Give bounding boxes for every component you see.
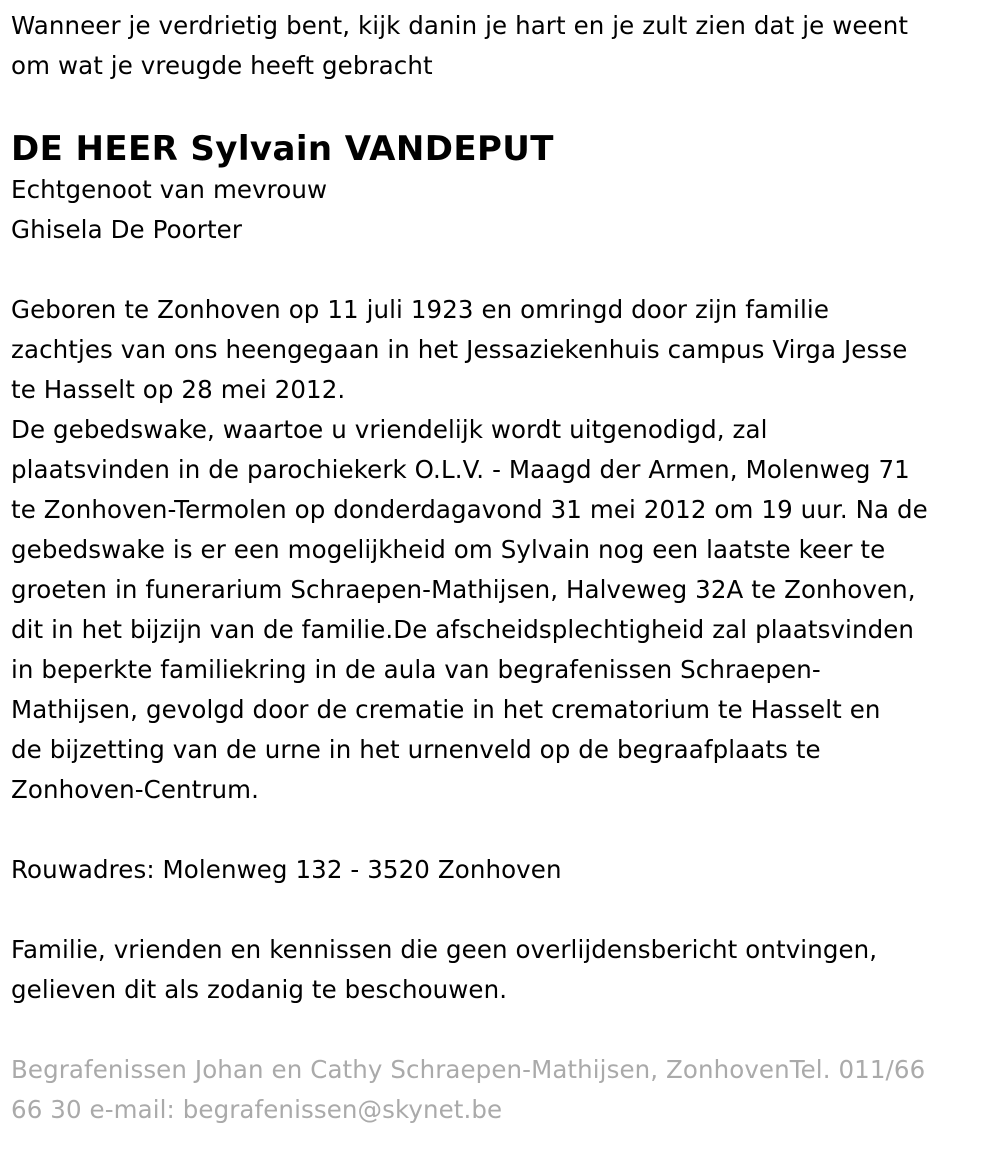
body-line: De gebedswake, waartoe u vriendelijk wordt uitgenodigd, zal	[11, 415, 768, 444]
body-line: te Hasselt op 28 mei 2012.	[11, 375, 346, 404]
body-line: in beperkte familiekring in de aula van begrafenissen Schraepen-	[11, 655, 821, 684]
notice-line: gelieven dit als zodanig te beschouwen.	[11, 975, 508, 1004]
deceased-name: DE HEER Sylvain VANDEPUT	[11, 129, 554, 169]
spacer	[11, 810, 990, 850]
address-line: Rouwadres: Molenweg 132 - 3520 Zonhoven	[11, 855, 562, 884]
footer-line: Begrafenissen Johan en Cathy Schraepen-Mathijsen, ZonhovenTel. 011/66	[11, 1055, 926, 1084]
body-line: de bijzetting van de urne in het urnenveld op de begraafplaats te	[11, 735, 821, 764]
spacer	[11, 250, 990, 290]
quote-line: Wanneer je verdrietig bent, kijk danin je hart en je zult zien dat je weent	[11, 11, 909, 40]
footer-line: 66 30 e-mail: begrafenissen@skynet.be	[11, 1095, 503, 1124]
quote-line: om wat je vreugde heeft gebracht	[11, 51, 433, 80]
body-line: zachtjes van ons heengegaan in het Jessaziekenhuis campus Virga Jesse	[11, 335, 908, 364]
opening-quote	[11, 6, 990, 86]
spacer	[11, 890, 990, 930]
body-line: Geboren te Zonhoven op 11 juli 1923 en omringd door zijn familie	[11, 295, 829, 324]
body-line: Zonhoven-Centrum.	[11, 775, 260, 804]
obituary-body	[11, 290, 990, 810]
spouse-line: Echtgenoot van mevrouw	[11, 175, 328, 204]
notice-line: Familie, vrienden en kennissen die geen overlijdensbericht ontvingen,	[11, 935, 878, 964]
body-line: groeten in funerarium Schraepen-Mathijsen, Halveweg 32A te Zonhoven,	[11, 575, 916, 604]
body-line: dit in het bijzijn van de familie.De afscheidsplechtigheid zal plaatsvinden	[11, 615, 915, 644]
spouse-info	[11, 170, 990, 250]
body-line: gebedswake is er een mogelijkheid om Sylvain nog een laatste keer te	[11, 535, 886, 564]
funeral-home-footer	[11, 1050, 990, 1130]
body-line: Mathijsen, gevolgd door de crematie in het crematorium te Hasselt en	[11, 695, 881, 724]
notice	[11, 930, 990, 1010]
mourning-address	[11, 850, 990, 890]
body-line: te Zonhoven-Termolen op donderdagavond 31 mei 2012 om 19 uur. Na de	[11, 495, 928, 524]
spacer	[11, 1010, 990, 1050]
spouse-name: Ghisela De Poorter	[11, 215, 242, 244]
body-line: plaatsvinden in de parochiekerk O.L.V. - Maagd der Armen, Molenweg 71	[11, 455, 910, 484]
